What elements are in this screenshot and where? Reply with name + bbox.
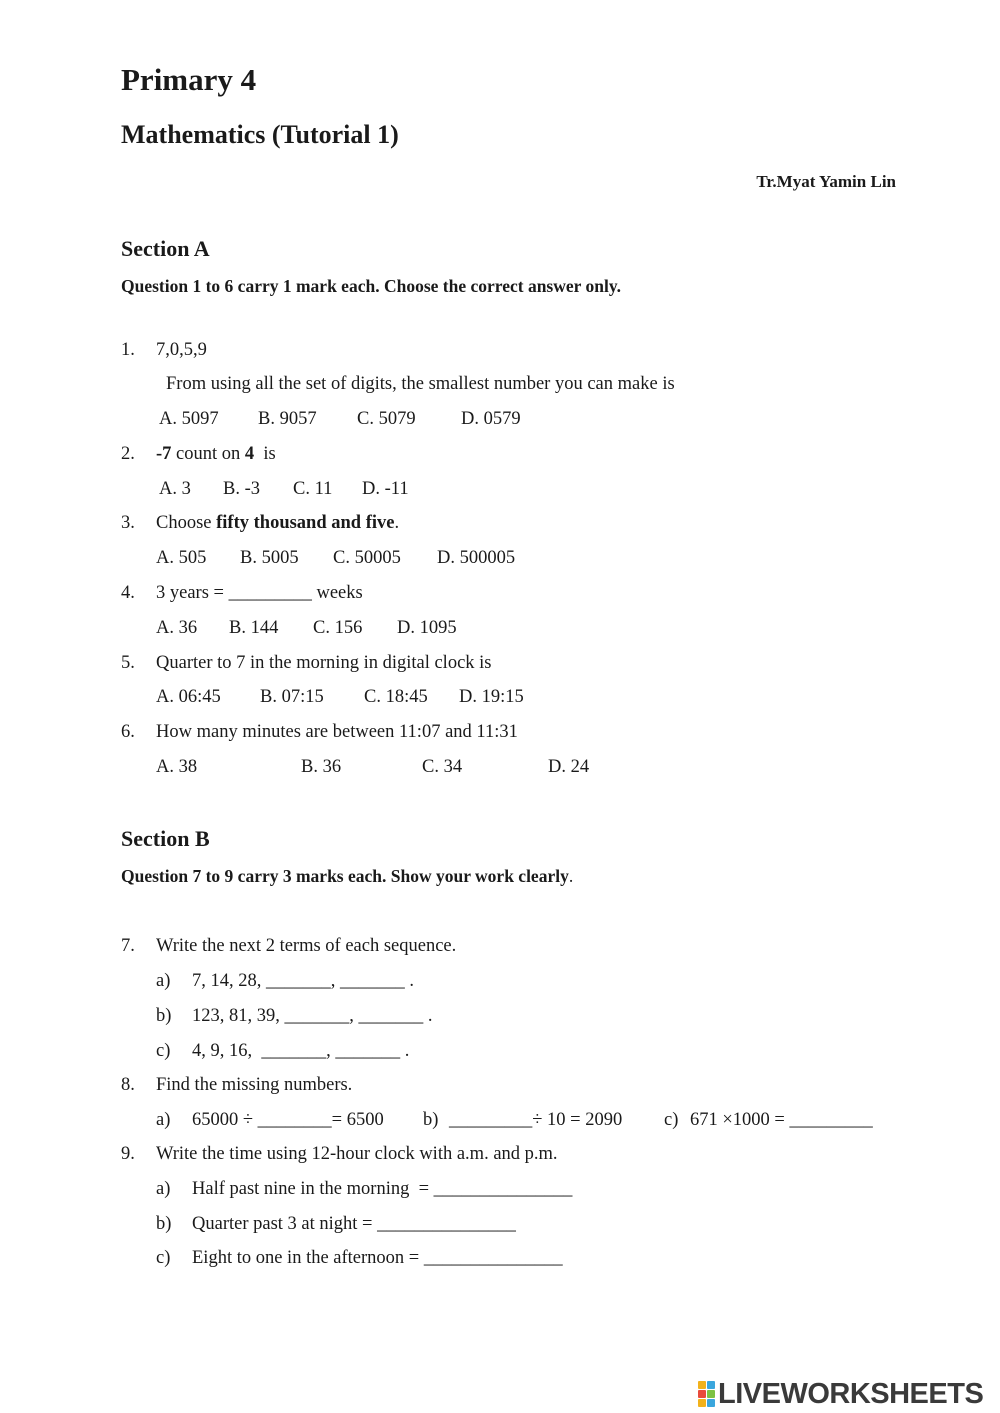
logo-tile	[707, 1399, 715, 1407]
question-number: 9.	[121, 1144, 135, 1164]
question-3-bold: fifty thousand and five	[216, 513, 395, 533]
question-1-digits: 7,0,5,9	[156, 340, 207, 360]
option-b[interactable]: B. 36	[301, 757, 342, 777]
question-3	[121, 513, 399, 534]
option-c[interactable]: C. 156	[313, 618, 363, 638]
option-d[interactable]: D. 0579	[461, 409, 521, 429]
option-b[interactable]: B. 07:15	[260, 687, 324, 707]
section-a-instruction: Question 1 to 6 carry 1 mark each. Choose the correct answer only.	[121, 276, 621, 296]
sub-label: c)	[156, 1248, 171, 1268]
author-name: Tr.Myat Yamin Lin	[756, 172, 896, 191]
question-6-text: How many minutes are between 11:07 and 11:31	[156, 722, 518, 742]
option-a[interactable]: A. 3	[159, 479, 191, 499]
question-number: 1.	[121, 340, 135, 360]
question-7b-text: 123, 81, 39, _______, _______ .	[192, 1006, 433, 1026]
question-4-text: 3 years = _________ weeks	[156, 583, 363, 603]
question-8a[interactable]	[156, 1110, 384, 1131]
question-number: 4.	[121, 583, 135, 603]
logo-tile	[707, 1390, 715, 1398]
question-9	[121, 1144, 558, 1165]
sub-label: c)	[156, 1041, 171, 1061]
question-3-post: .	[394, 513, 400, 533]
question-7	[121, 936, 456, 957]
question-7c[interactable]	[156, 1041, 409, 1062]
question-9a[interactable]	[156, 1179, 572, 1200]
option-c[interactable]: C. 34	[422, 757, 463, 777]
question-9c[interactable]	[156, 1248, 563, 1269]
question-7a-text: 7, 14, 28, _______, _______ .	[192, 971, 414, 991]
logo-tile	[707, 1381, 715, 1389]
question-2-end: is	[254, 444, 276, 464]
question-9b[interactable]	[156, 1214, 516, 1235]
question-9b-text: Quarter past 3 at night = _______________	[192, 1214, 516, 1234]
option-a[interactable]: A. 5097	[159, 409, 219, 429]
question-number: 8.	[121, 1075, 135, 1095]
section-b-instruction	[121, 866, 573, 887]
section-b-instruction-bold: Question 7 to 9 carry 3 marks each. Show your work clearly	[121, 866, 569, 886]
section-b-instruction-end: .	[568, 866, 574, 886]
question-9c-text: Eight to one in the afternoon = _______________	[192, 1248, 563, 1268]
question-2	[121, 444, 276, 465]
question-8-text: Find the missing numbers.	[156, 1075, 353, 1095]
sub-label: c)	[664, 1110, 679, 1130]
question-8a-text: 65000 ÷ ________= 6500	[192, 1110, 384, 1130]
option-d[interactable]: D. 19:15	[459, 687, 524, 707]
question-1-text: From using all the set of digits, the smallest number you can make is	[166, 374, 675, 394]
option-b[interactable]: B. 5005	[240, 548, 299, 568]
question-number: 6.	[121, 722, 135, 742]
option-a[interactable]: A. 06:45	[156, 687, 221, 707]
logo-tile	[698, 1390, 706, 1398]
sub-label: b)	[156, 1214, 172, 1234]
liveworksheets-logo	[698, 1377, 983, 1411]
sub-label: b)	[423, 1110, 439, 1130]
option-b[interactable]: B. 144	[229, 618, 279, 638]
option-a[interactable]: A. 505	[156, 548, 207, 568]
question-8b[interactable]	[423, 1110, 622, 1131]
option-c[interactable]: C. 18:45	[364, 687, 428, 707]
question-8c-text: 671 ×1000 = _________	[690, 1110, 873, 1130]
question-7c-text: 4, 9, 16, _______, _______ .	[192, 1041, 410, 1061]
logo-mark-icon	[698, 1381, 715, 1407]
option-c[interactable]: C. 5079	[357, 409, 416, 429]
logo-tile	[698, 1381, 706, 1389]
section-b-heading: Section B	[121, 826, 210, 851]
question-7b[interactable]	[156, 1006, 433, 1027]
question-2-start: -7	[156, 444, 172, 464]
section-a-heading: Section A	[121, 236, 210, 261]
question-9-text: Write the time using 12-hour clock with a.m. and p.m.	[156, 1144, 558, 1164]
question-number: 2.	[121, 444, 135, 464]
question-number: 7.	[121, 936, 135, 956]
page-title: Primary 4	[121, 62, 257, 97]
logo-tile	[698, 1399, 706, 1407]
logo-text: LIVEWORKSHEETS	[718, 1377, 984, 1410]
sub-label: b)	[156, 1006, 172, 1026]
question-1	[121, 340, 207, 361]
option-b[interactable]: B. -3	[223, 479, 260, 499]
question-7a[interactable]	[156, 971, 414, 992]
option-c[interactable]: C. 50005	[333, 548, 401, 568]
question-2-step: 4	[244, 444, 255, 464]
sub-label: a)	[156, 971, 171, 991]
question-number: 3.	[121, 513, 135, 533]
question-5	[121, 653, 492, 674]
question-4	[121, 583, 363, 604]
option-c[interactable]: C. 11	[293, 479, 333, 499]
question-8	[121, 1075, 352, 1096]
option-a[interactable]: A. 38	[156, 757, 198, 777]
question-9a-text: Half past nine in the morning = _______________	[192, 1179, 573, 1199]
option-a[interactable]: A. 36	[156, 618, 198, 638]
question-number: 5.	[121, 653, 135, 673]
option-d[interactable]: D. 1095	[397, 618, 457, 638]
option-d[interactable]: D. 500005	[437, 548, 516, 568]
sub-label: a)	[156, 1110, 171, 1130]
question-8b-text: _________÷ 10 = 2090	[449, 1110, 623, 1130]
question-8c[interactable]	[664, 1110, 873, 1131]
page-subtitle: Mathematics (Tutorial 1)	[121, 120, 399, 149]
question-6	[121, 722, 518, 743]
question-2-mid: count on	[171, 444, 245, 464]
question-7-text: Write the next 2 terms of each sequence.	[156, 936, 457, 956]
question-3-pre: Choose	[156, 513, 217, 533]
option-d[interactable]: D. -11	[362, 479, 409, 499]
option-d[interactable]: D. 24	[548, 757, 590, 777]
sub-label: a)	[156, 1179, 171, 1199]
option-b[interactable]: B. 9057	[258, 409, 317, 429]
question-5-text: Quarter to 7 in the morning in digital clock is	[156, 653, 492, 673]
